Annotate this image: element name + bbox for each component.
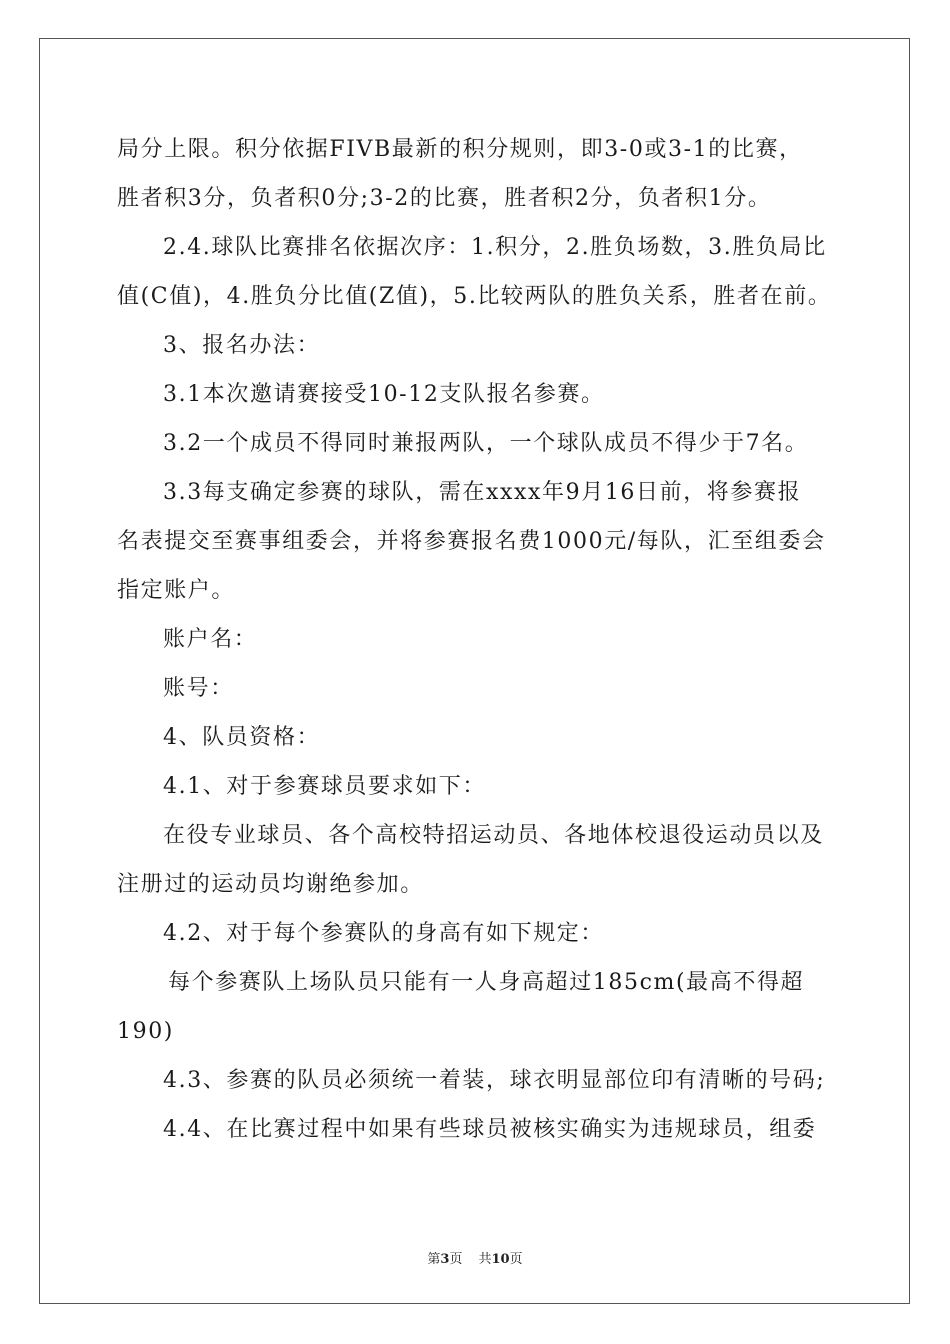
document-body	[117, 125, 837, 1154]
section-heading: 4、队员资格：	[163, 725, 321, 750]
text-line: 名表提交至赛事组委会，并将参赛报名费1000元/每队，汇至组委会	[117, 529, 826, 554]
text-line: 3.3每支确定参赛的球队，需在xxxx年9月16日前，将参赛报	[163, 480, 802, 505]
text-line: 3.2一个成员不得同时兼报两队，一个球队成员不得少于7名。	[163, 431, 809, 456]
text-line: 指定账户。	[117, 578, 236, 603]
page-prefix: 第	[427, 1252, 441, 1267]
total-pages: 10	[491, 1252, 510, 1267]
account-number-label: 账号：	[163, 676, 234, 701]
text-line: 值(C值)，4.胜负分比值(Z值)，5.比较两队的胜负关系，胜者在前。	[117, 284, 832, 309]
text-line: 注册过的运动员均谢绝参加。	[117, 872, 424, 897]
account-name-label: 账户名：	[163, 627, 258, 652]
text-line: 在役专业球员、各个高校特招运动员、各地体校退役运动员以及	[163, 823, 824, 848]
page-suffix: 页	[449, 1252, 463, 1267]
section-heading: 3、报名办法：	[163, 333, 321, 358]
text-line: 2.4.球队比赛排名依据次序：1.积分，2.胜负场数，3.胜负局比	[163, 235, 827, 260]
text-line: 190)	[117, 1019, 174, 1044]
text-line: 局分上限。积分依据FIVB最新的积分规则，即3-0或3-1的比赛，	[117, 137, 803, 162]
text-line: 4.3、参赛的队员必须统一着装，球衣明显部位印有清晰的号码;	[163, 1068, 826, 1093]
text-line: 4.2、对于每个参赛队的身高有如下规定：	[163, 921, 604, 946]
page-footer	[0, 1248, 950, 1267]
page-number: 3	[440, 1252, 450, 1267]
total-suffix: 页	[509, 1252, 523, 1267]
text-line: 4.4、在比赛过程中如果有些球员被核实确实为违规球员，组委	[163, 1117, 817, 1142]
text-line: 3.1本次邀请赛接受10-12支队报名参赛。	[163, 382, 605, 407]
text-line: 每个参赛队上场队员只能有一人身高超过185cm(最高不得超	[168, 970, 805, 995]
text-line: 4.1、对于参赛球员要求如下：	[163, 774, 486, 799]
total-prefix: 共	[478, 1252, 492, 1267]
text-line: 胜者积3分，负者积0分;3-2的比赛，胜者积2分，负者积1分。	[117, 186, 772, 211]
